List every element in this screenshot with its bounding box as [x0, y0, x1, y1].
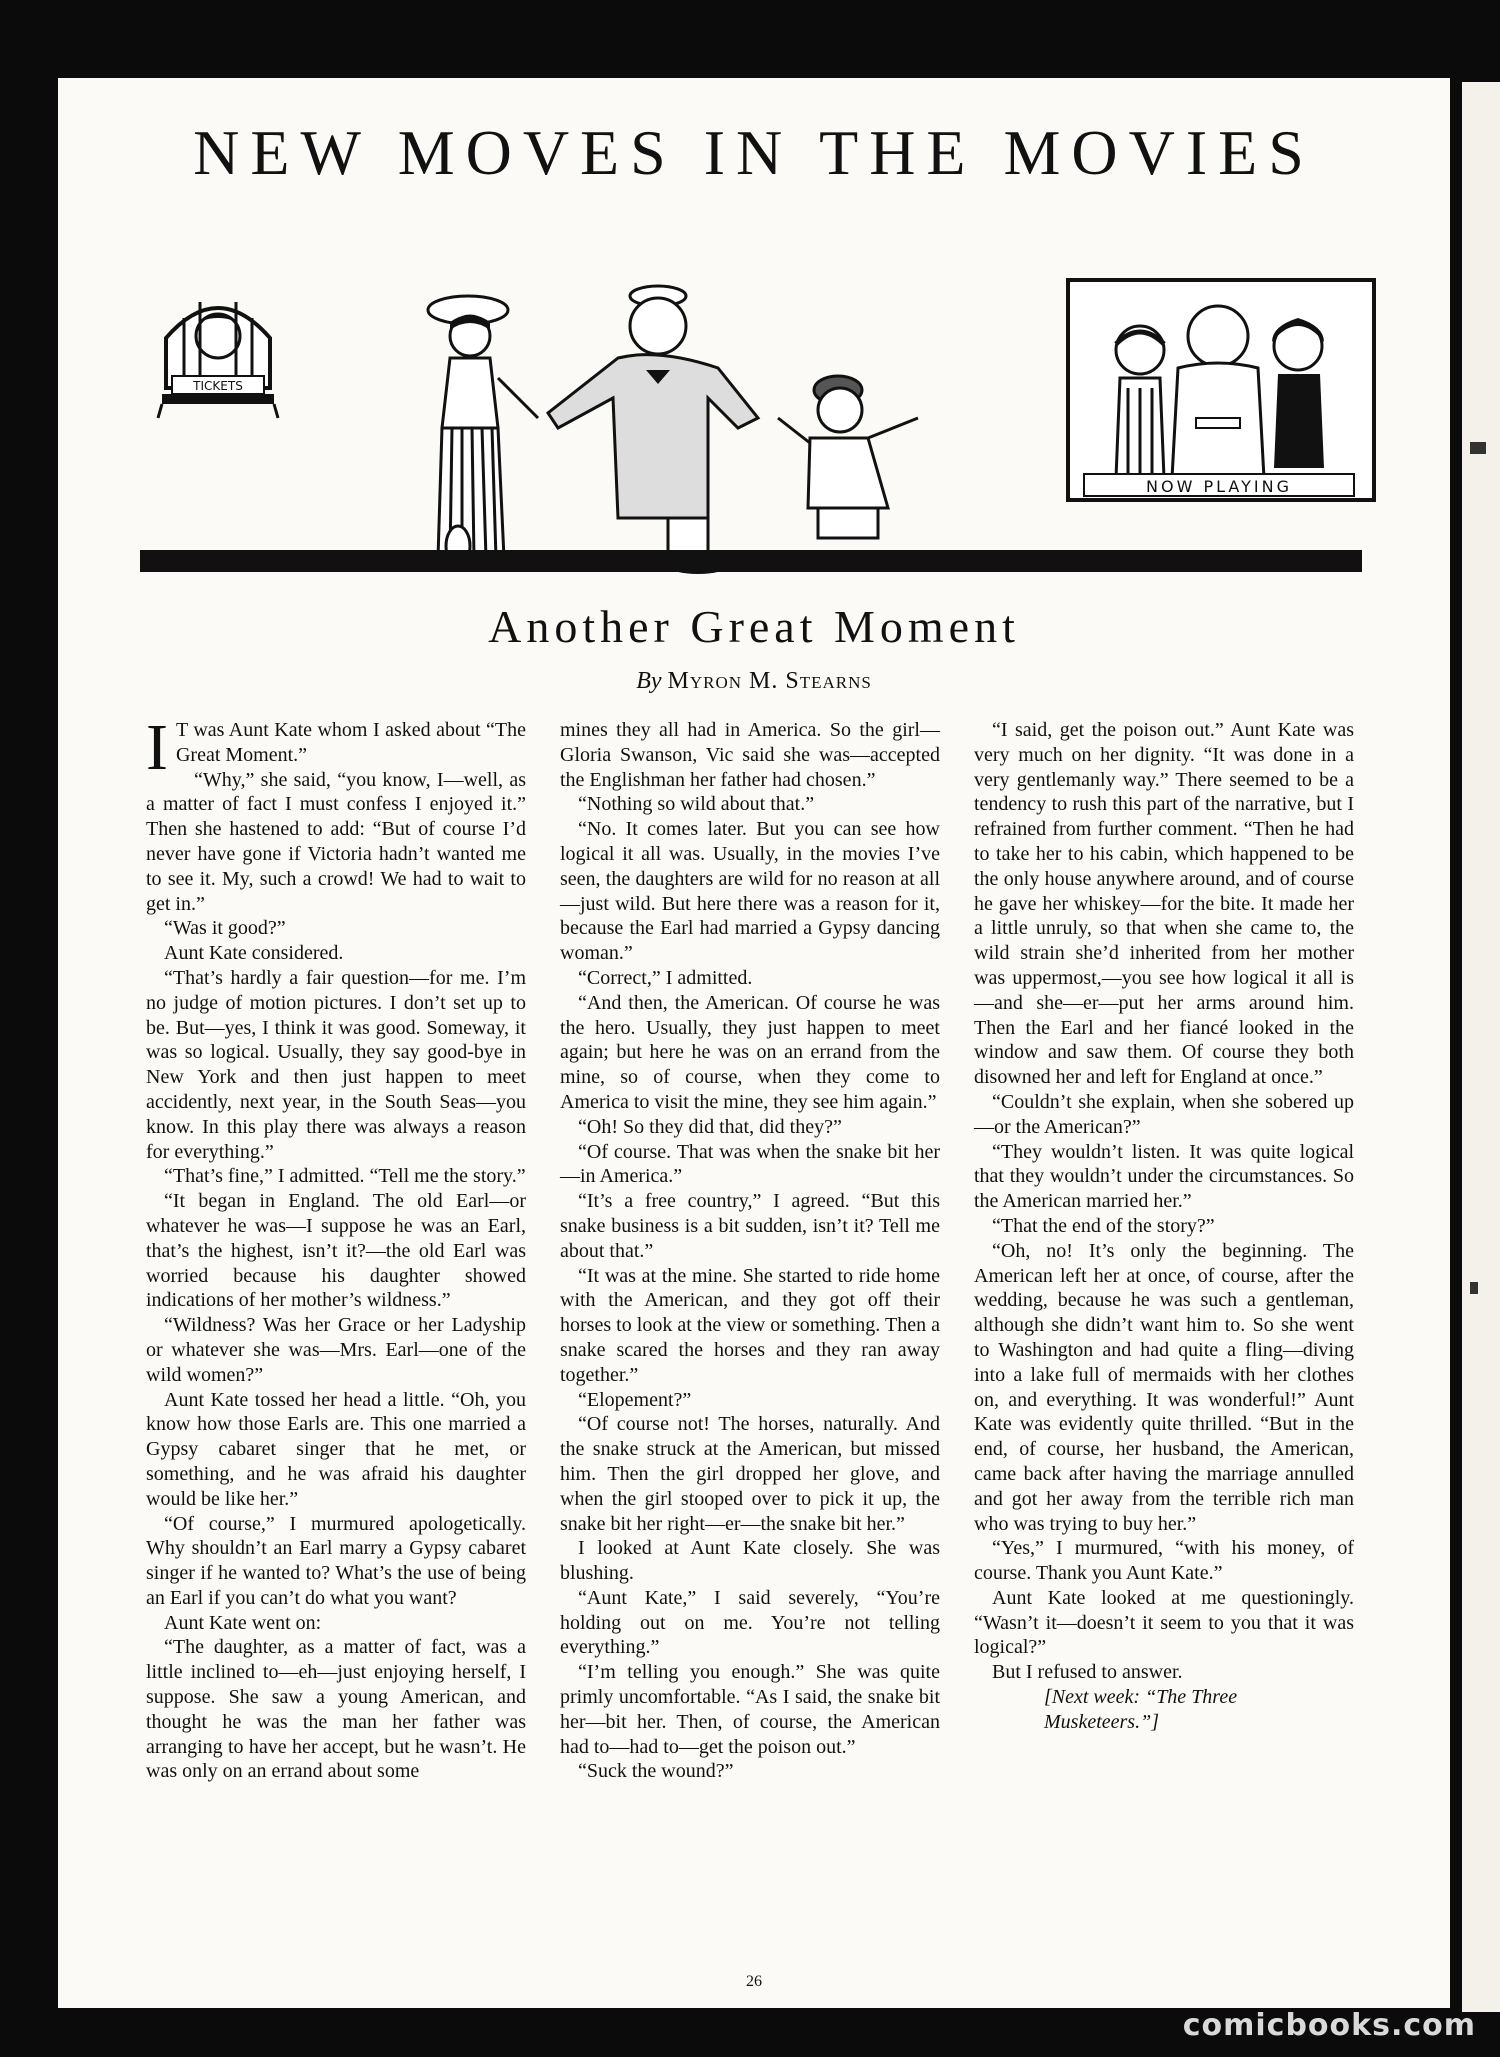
paragraph-text: “They wouldn’t listen. It was quite logical that they wouldn’t under the circumstances. So the American married her.” [974, 1140, 1354, 1213]
masthead: NEW MOVES IN THE MOVIES [193, 117, 1315, 188]
paragraph-text: “Aunt Kate,” I said severely, “You’re holding out on me. You’re not telling everything.” [560, 1586, 940, 1659]
paragraph [560, 991, 940, 1115]
paragraph [974, 1660, 1354, 1685]
paragraph-text: “Couldn’t she explain, when she sobered up—or the American?” [974, 1090, 1354, 1138]
paragraph-text: Aunt Kate looked at me questioningly. “Wasn’t it—doesn’t it seem to you that it was logical?” [974, 1586, 1354, 1659]
paragraph-text: “Nothing so wild about that.” [578, 793, 815, 816]
paragraph [974, 1090, 1354, 1140]
paragraph-text: “That’s fine,” I admitted. “Tell me the story.” [164, 1165, 526, 1188]
paragraph [146, 1611, 526, 1636]
paragraph [560, 1388, 940, 1413]
paragraph [146, 966, 526, 1164]
paragraph-text: “That’s hardly a fair question—for me. I’m no judge of motion pictures. I don’t set up to be. But—yes, I think it was good. Someway, it was so logical. Usually, they say good-bye in New York and then just happen to meet accidently, next year, in the South Seas—you know. In this play there was always a reason for everything.” [146, 966, 526, 1163]
paragraph [146, 1512, 526, 1611]
paragraph [974, 718, 1354, 1090]
now-playing-sign: NOW PLAYING [1146, 477, 1292, 496]
man-drawing [548, 286, 758, 574]
paragraph [560, 1660, 940, 1759]
paragraph-text: “I said, get the poison out.” Aunt Kate was very much on her dignity. “It was done in a very gentlemanly way.” There seemed to be a tendency to rush this part of the narrative, but I refrained from further comment. “Then he had to take her to his cabin, which happened to be the only house anywhere around, and of course he gave her whiskey—for the bite. It made her a little unruly, so that when she came to, the wild strain she’d inherited from her mother was uppermost,—you see how logical it all is—and she—er—put her arms around him. Then the Earl and her fiancé looked in the window and saw them. Of course they both disowned her and left for England at once.” [974, 719, 1354, 1089]
text-column-2 [560, 718, 940, 1784]
drop-cap: I [146, 711, 168, 784]
paragraph [560, 1759, 940, 1784]
paragraph [560, 718, 940, 792]
woman-drawing [428, 296, 538, 566]
paragraph [560, 966, 940, 991]
paragraph [560, 792, 940, 817]
floor-bar [140, 550, 1362, 572]
paragraph-text: “Of course. That was when the snake bit her—in America.” [560, 1140, 940, 1188]
paragraph-text: “It began in England. The old Earl—or whatever he was—I suppose he was an Earl, that’s the highest, isn’t it?—the old Earl was worried because his daughter showed indications of her mother’s wildness.” [146, 1190, 526, 1312]
paragraph-text: mines they all had in America. So the girl—Gloria Swanson, Vic said she was—accepted the Englishman her father had chosen.” [560, 719, 940, 791]
paragraph [146, 1388, 526, 1512]
banner-illustration [58, 278, 1450, 578]
paragraph-text: “Oh! So they did that, did they?” [578, 1115, 842, 1138]
paragraph-text: “Was it good?” [164, 917, 286, 940]
ticket-booth-drawing [158, 302, 278, 418]
paragraph [974, 1239, 1354, 1537]
paragraph [560, 817, 940, 966]
paragraph [560, 1536, 940, 1586]
paragraph-text: Aunt Kate considered. [164, 942, 344, 965]
text-column-3 [974, 718, 1354, 1735]
paragraph-text: “Wildness? Was her Grace or her Ladyship or whatever she was—Mrs. Earl—one of the wild women?” [146, 1314, 526, 1386]
story-title: Another Great Moment [488, 601, 1020, 652]
paragraph [146, 941, 526, 966]
paragraph-text: “I’m telling you enough.” She was quite primly uncomfortable. “As I said, the snake bit her—bit her. Then, of course, the American had to—had to—get the poison out.” [560, 1661, 940, 1758]
paragraph-text: “Oh, no! It’s only the beginning. The American left her at once, of course, after the wedding, because he was such a gentleman, although she didn’t want him to. So she went to Washington and had quite a fling—diving into a lake full of mermaids with her clothes on, and everything. It was wonderful!” Aunt Kate was evidently quite thrilled. “But in the end, of course, her husband, the American, came back after having the marriage annulled and got her away from the terrible rich man who was trying to buy her.” [974, 1239, 1354, 1535]
paragraph [974, 1536, 1354, 1586]
paragraph-text: “Elopement?” [578, 1388, 692, 1411]
paragraph [560, 1115, 940, 1140]
next-week-note [974, 1685, 1354, 1735]
watermark: comicbooks.com [1182, 2008, 1476, 2043]
byline-by: By [636, 668, 662, 694]
paragraph-text: “Correct,” I admitted. [578, 966, 753, 989]
paragraph [560, 1264, 940, 1388]
paragraph [560, 1140, 940, 1190]
paragraph-text: “Yes,” I murmured, “with his money, of course. Thank you Aunt Kate.” [974, 1537, 1354, 1585]
paragraph-text: [Next week: “The Three Musketeers.”] [1044, 1686, 1238, 1733]
paragraph-text: I looked at Aunt Kate closely. She was blushing. [560, 1537, 940, 1585]
paragraph-text: “Why,” she said, “you know, I—well, as a matter of fact I must confess I enjoyed it.” Then she hastened to add: “But of course I’d never have gone if Victoria hadn’t wanted me to see it. My, such a crowd! We had to wait to get in.” [146, 768, 526, 915]
paragraph [974, 1140, 1354, 1214]
paragraph [146, 768, 526, 917]
boy-drawing [778, 376, 918, 571]
paragraph-text: Aunt Kate went on: [164, 1611, 322, 1634]
paragraph [560, 1189, 940, 1263]
text-column-1 [146, 711, 526, 1784]
tickets-sign: TICKETS [193, 379, 243, 393]
byline [58, 668, 1450, 695]
paragraph-text: “Suck the wound?” [578, 1760, 734, 1783]
paragraph-text: Aunt Kate tossed her head a little. “Oh, you know how those Earls are. This one married a Gypsy cabaret singer that he met, or something, and he was afraid his daughter would be like her.” [146, 1388, 526, 1510]
paragraph [974, 1214, 1354, 1239]
paragraph-text: T was Aunt Kate whom I asked about “The Great Moment.” [175, 719, 526, 766]
paragraph [146, 1189, 526, 1313]
paragraph [560, 1586, 940, 1660]
paragraph [146, 1164, 526, 1189]
paragraph-text: “The daughter, as a matter of fact, was a little inclined to—eh—just enjoying herself, I suppose. She saw a young American, and thought he was the man her father was arranging to have her accept, but he wasn’t. He was only on an errand about some [146, 1636, 526, 1783]
paragraph [146, 711, 526, 784]
paragraph-text: But I refused to answer. [992, 1661, 1183, 1684]
paragraph-text: “And then, the American. Of course he was the hero. Usually, they just happen to meet again; but here he was on an errand from the mine, so of course, when they come to America to visit the mine, they see him again.” [560, 991, 940, 1113]
paragraph-text: “It’s a free country,” I agreed. “But this snake business is a bit sudden, isn’t it? Tell me about that.” [560, 1190, 940, 1262]
paragraph [146, 916, 526, 941]
author-name: Myron M. Stearns [667, 668, 872, 694]
paragraph-text: “Of course not! The horses, naturally. And the snake struck at the American, but missed him. Then the girl dropped her glove, and when the girl stooped over to pick it up, the snake bit her right—er—the snake bit her.” [560, 1413, 940, 1535]
page-number: 26 [746, 1973, 762, 1990]
paragraph-text: “That the end of the story?” [992, 1214, 1215, 1237]
paragraph [146, 1313, 526, 1387]
adjacent-page-edge [1462, 82, 1500, 2012]
paragraph [146, 1635, 526, 1784]
paragraph [974, 1586, 1354, 1660]
magazine-page [58, 78, 1450, 2008]
paragraph [560, 1412, 940, 1536]
now-playing-poster-drawing [1068, 280, 1374, 500]
paragraph-text: “No. It comes later. But you can see how logical it all was. Usually, in the movies I’ve seen, the daughters are wild for no reason at all—just wild. But here there was a reason for it, because the Earl had married a Gypsy dancing woman.” [560, 818, 940, 965]
paragraph-text: “It was at the mine. She started to ride home with the American, and they got off their horses to look at the view or something. Then a snake scared the horses and they ran away together.” [560, 1264, 940, 1386]
paragraph-text: “Of course,” I murmured apologetically. Why shouldn’t an Earl marry a Gypsy cabaret singer if he wanted to? What’s the use of being an Earl if you can’t do what you want? [146, 1512, 526, 1609]
